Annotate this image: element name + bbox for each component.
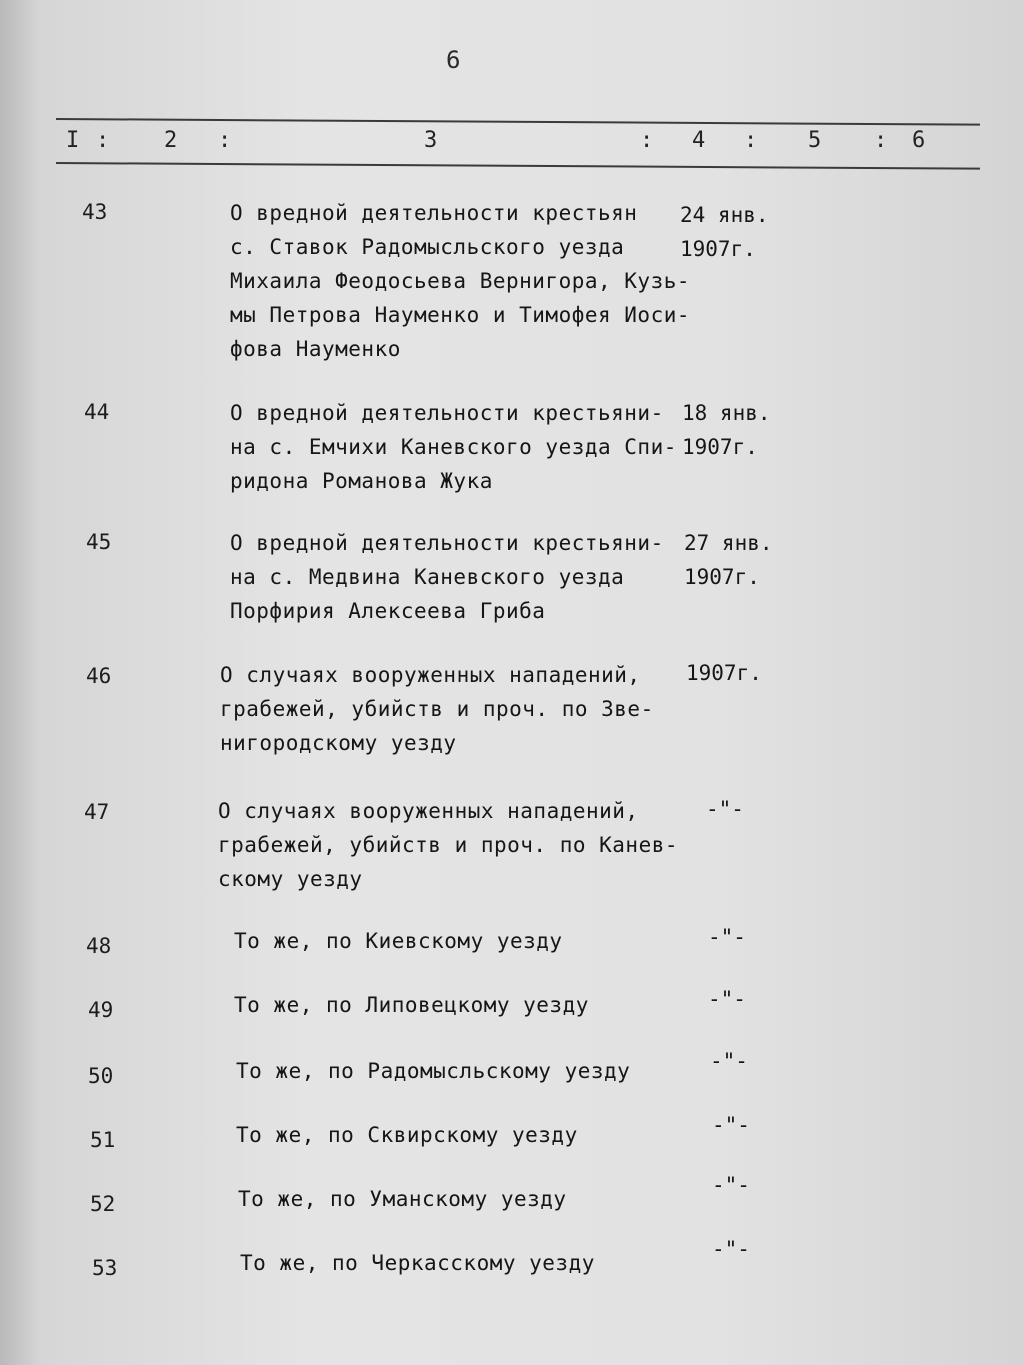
entry-date: -"- xyxy=(708,925,746,949)
entry-title: О вредной деятельности крестьян с. Ставок Радомысльского уезда Михаила Феодосьева Вернигора, Кузь- мы Петрова Науменко и Тимофея Иоси- фова Науменко xyxy=(230,201,691,361)
column-4-header: 4 xyxy=(692,128,706,153)
entry-number: 45 xyxy=(86,530,112,554)
column-1-header: I xyxy=(66,128,80,153)
column-separator: : xyxy=(744,128,758,153)
entry-title: О случаях вооруженных нападений, грабежей, убийств и проч. по Канев- скому уезду xyxy=(218,799,679,891)
column-separator: : xyxy=(218,128,232,153)
column-3-header: 3 xyxy=(424,128,438,153)
entry-number: 43 xyxy=(82,200,108,224)
entry-number: 44 xyxy=(84,400,110,424)
entry-date: 24 янв. 1907г. xyxy=(680,203,769,261)
entry-number: 52 xyxy=(90,1192,116,1216)
entry-title: О вредной деятельности крестьяни- на с. Медвина Каневского уезда Порфирия Алексеева Гриба xyxy=(230,531,664,623)
entry-title: О вредной деятельности крестьяни- на с. Емчихи Каневского уезда Спи- ридона Романова Жука xyxy=(230,401,677,493)
column-2-header: 2 xyxy=(164,128,178,153)
entry-number: 51 xyxy=(90,1128,116,1152)
column-separator: : xyxy=(874,128,888,153)
entry-number: 47 xyxy=(84,800,110,824)
entry-number: 46 xyxy=(86,664,112,688)
column-5-header: 5 xyxy=(808,128,822,153)
header-top-rule xyxy=(56,118,980,126)
entry-date: -"- xyxy=(712,1237,750,1261)
entry-date: -"- xyxy=(710,1049,748,1073)
column-6-header: 6 xyxy=(912,128,926,153)
entry-title: То же, по Черкасскому уезду xyxy=(240,1251,595,1275)
entry-title: То же, по Радомысльскому уезду xyxy=(236,1059,631,1083)
entry-date: -"- xyxy=(712,1173,750,1197)
entry-number: 53 xyxy=(92,1256,118,1280)
header-bottom-rule xyxy=(56,162,980,170)
entry-number: 50 xyxy=(88,1064,114,1088)
entry-date: 1907г. xyxy=(686,661,762,685)
entry-date: -"- xyxy=(708,987,746,1011)
page-number: 6 xyxy=(446,46,461,74)
entry-title: То же, по Уманскому уезду xyxy=(238,1187,567,1211)
entry-title: То же, по Киевскому уезду xyxy=(234,929,563,953)
entry-number: 48 xyxy=(86,934,112,958)
entry-title: То же, по Липовецкому уезду xyxy=(234,993,589,1017)
entry-date: 27 янв. 1907г. xyxy=(684,531,773,589)
column-separator: : xyxy=(640,128,654,153)
entry-title: О случаях вооруженных нападений, грабежей, убийств и проч. по Зве- нигородскому уезду xyxy=(220,663,654,755)
entry-date: 18 янв. 1907г. xyxy=(682,401,771,459)
column-separator: : xyxy=(96,128,110,153)
entry-date: -"- xyxy=(712,1113,750,1137)
entry-date: -"- xyxy=(706,797,744,821)
entry-number: 49 xyxy=(88,998,114,1022)
entry-title: То же, по Сквирскому уезду xyxy=(236,1123,578,1147)
